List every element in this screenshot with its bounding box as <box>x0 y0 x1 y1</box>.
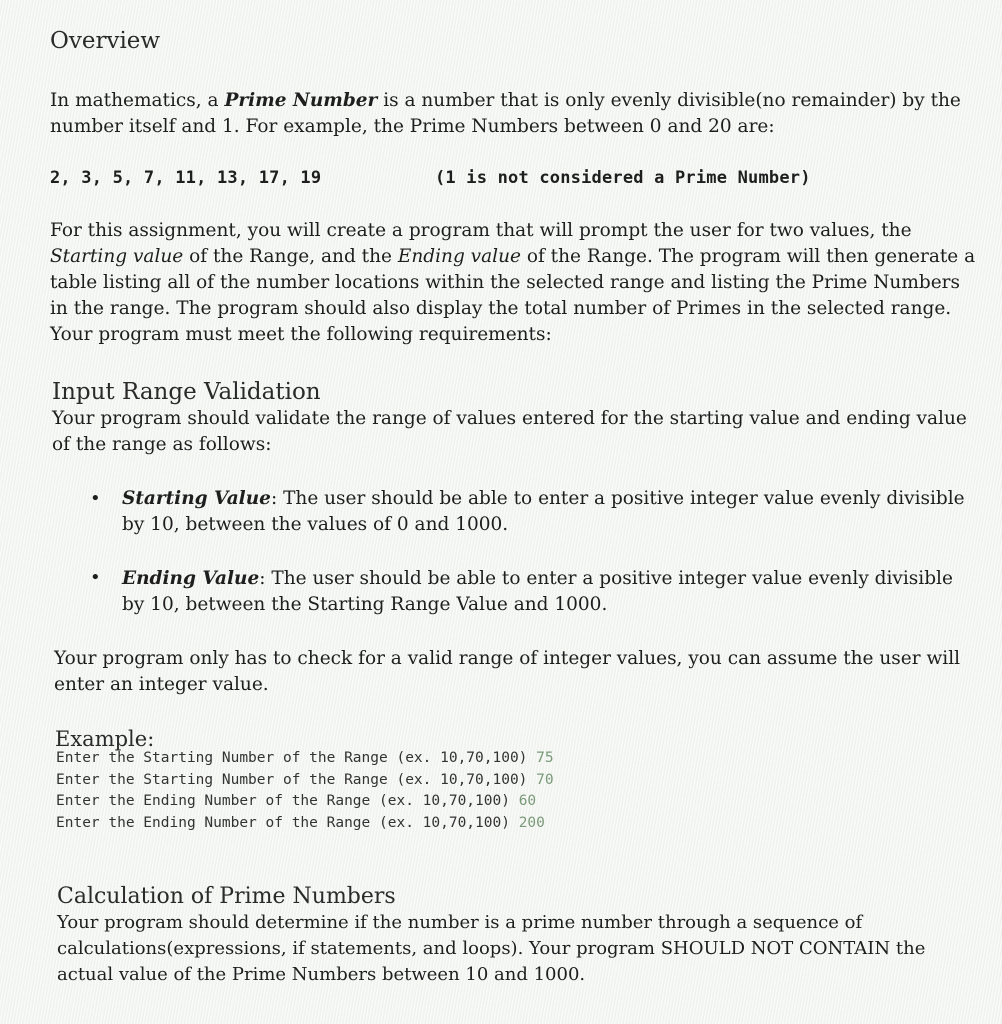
validation-line: of the range as follows: <box>52 434 272 455</box>
console-line: Enter the Starting Number of the Range (ex. 10,70,100) 75 <box>56 750 554 766</box>
calculation-paragraph: Your program should determine if the number is a prime number through a sequence of calculations(expressions, if statements, and loops). Your program SHOULD NOT CONTAIN the actual value of the Prime Numbers between 10 and 1000. <box>57 912 926 985</box>
validation-note: Your program only has to check for a valid range of integer values, you can assume the user will enter an integer value. <box>54 648 961 695</box>
console-line: Enter the Ending Number of the Range (ex. 10,70,100) 200 <box>56 814 545 831</box>
prime-list: 2, 3, 5, 7, 11, 13, 17, 19 <box>50 168 322 188</box>
intro-line-2: number itself and 1. For example, the Prime Numbers between 0 and 20 are: <box>50 116 775 137</box>
intro-line-1: In mathematics, a Prime Number is a number that is only evenly divisible(no remainder) by the <box>50 90 961 111</box>
assignment-line: table listing all of the number locations within the selected range and listing the Prime Numbers <box>50 272 961 293</box>
intro-paragraph <box>50 88 980 140</box>
example-heading: Example: <box>55 727 155 751</box>
assignment-paragraph <box>50 218 980 348</box>
assignment-line: in the range. The program should also display the total number of Primes in the selected range. <box>50 298 952 319</box>
console-example <box>56 748 554 834</box>
validation-line: Your program should validate the range of values entered for the starting value and ending value <box>52 408 967 429</box>
calculation-heading: Calculation of Prime Numbers <box>57 884 396 909</box>
overview-heading: Overview <box>50 28 161 54</box>
validation-paragraph <box>52 406 982 458</box>
bullet-starting-value: Starting Value: The user should be able to enter a positive integer value evenly divisible by 10, between the values of 0 and 1000. <box>122 488 965 535</box>
assignment-line: Starting value of the Range, and the Ending value of the Range. The program will then generate a <box>50 246 976 267</box>
prime-note: (1 is not considered a Prime Number) <box>435 168 811 188</box>
console-line: Enter the Starting Number of the Range (ex. 10,70,100) 70 <box>56 771 554 788</box>
assignment-line: Your program must meet the following requirements: <box>50 324 552 345</box>
validation-heading: Input Range Validation <box>52 379 321 405</box>
assignment-line: For this assignment, you will create a program that will prompt the user for two values, the <box>50 220 912 241</box>
bullet-dot: • <box>90 567 101 588</box>
bullet-dot: • <box>90 488 101 509</box>
console-line: Enter the Ending Number of the Range (ex. 10,70,100) 60 <box>56 793 537 809</box>
bullet-ending-value: Ending Value: The user should be able to enter a positive integer value evenly divisible by 10, between the Starting Range Value and 1000. <box>122 568 953 615</box>
